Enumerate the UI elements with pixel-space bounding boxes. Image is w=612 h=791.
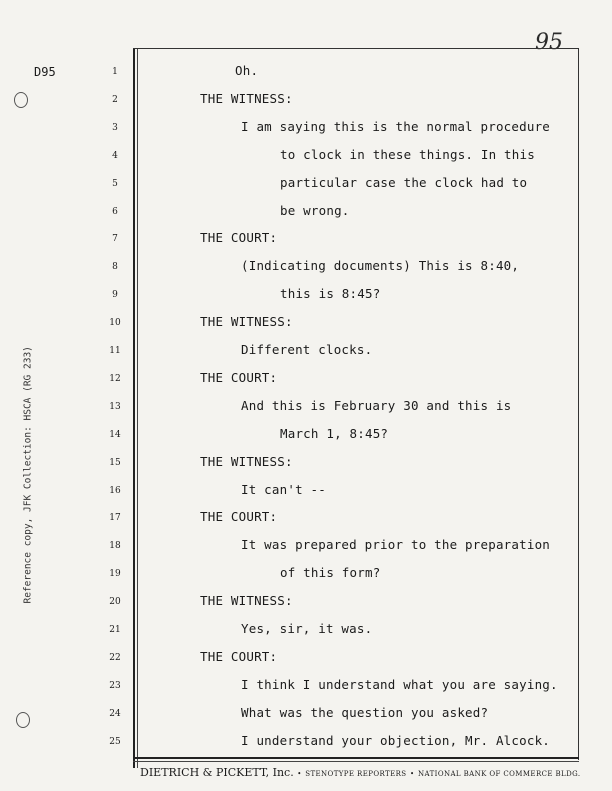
footer-service: STENOTYPE REPORTERS bbox=[305, 770, 407, 778]
line-number: 16 bbox=[109, 485, 121, 496]
frame-bottom-border bbox=[133, 757, 579, 759]
line-text: I understand your objection, Mr. Alcock. bbox=[241, 732, 551, 748]
line-text: March 1, 8:45? bbox=[280, 425, 389, 441]
line-number: 17 bbox=[109, 513, 121, 524]
line-number: 12 bbox=[109, 373, 121, 384]
line-number: 24 bbox=[109, 708, 121, 719]
line-number: 19 bbox=[109, 569, 121, 580]
line-text: to clock in these things. In this bbox=[280, 146, 535, 162]
transcript-line bbox=[0, 398, 612, 418]
transcript-line bbox=[0, 593, 612, 613]
line-text: THE COURT: bbox=[200, 369, 278, 385]
transcript-line bbox=[0, 203, 612, 223]
transcript-line bbox=[0, 537, 612, 557]
frame-bottom-border-inner bbox=[133, 761, 579, 762]
transcript-line bbox=[0, 649, 612, 669]
line-number: 7 bbox=[112, 234, 118, 245]
footer-company: DIETRICH & PICKETT, Inc. bbox=[140, 766, 294, 779]
line-number: 20 bbox=[109, 597, 121, 608]
line-number: 1 bbox=[112, 67, 118, 77]
footer-address: NATIONAL BANK OF COMMERCE BLDG. bbox=[417, 770, 581, 778]
footer-bullet-1: • bbox=[297, 770, 302, 778]
line-text: THE COURT: bbox=[200, 648, 278, 664]
frame-top-border bbox=[133, 48, 579, 49]
line-number: 14 bbox=[109, 429, 121, 440]
transcript-line bbox=[0, 258, 612, 278]
line-text: It can't -- bbox=[241, 481, 326, 497]
transcript-line bbox=[0, 342, 612, 362]
line-text: And this is February 30 and this is bbox=[241, 397, 512, 413]
transcript-line bbox=[0, 565, 612, 585]
line-text: Different clocks. bbox=[241, 342, 373, 357]
transcript-line bbox=[0, 286, 612, 306]
transcript-line bbox=[0, 509, 612, 529]
line-text: Yes, sir, it was. bbox=[241, 621, 373, 636]
line-number: 13 bbox=[109, 401, 121, 412]
line-number: 9 bbox=[112, 290, 118, 301]
line-number: 22 bbox=[109, 652, 121, 663]
transcript-line bbox=[0, 677, 612, 697]
line-text: be wrong. bbox=[280, 202, 350, 218]
line-number: 5 bbox=[112, 178, 118, 189]
line-text: THE WITNESS: bbox=[200, 90, 293, 106]
line-number: 11 bbox=[109, 346, 121, 356]
line-number: 2 bbox=[112, 94, 118, 105]
line-text: this is 8:45? bbox=[280, 286, 381, 302]
line-number: 6 bbox=[112, 206, 118, 217]
line-text: Oh. bbox=[235, 63, 259, 78]
transcript-line bbox=[0, 370, 612, 390]
line-text: I think I understand what you are saying. bbox=[241, 676, 558, 692]
page-code: D95 bbox=[34, 65, 56, 79]
line-number: 4 bbox=[112, 150, 118, 161]
line-number: 21 bbox=[109, 625, 121, 635]
transcript-line bbox=[0, 63, 612, 83]
line-number: 10 bbox=[109, 318, 121, 329]
line-number: 23 bbox=[109, 680, 121, 691]
transcript-line bbox=[0, 314, 612, 334]
line-text: THE WITNESS: bbox=[200, 453, 293, 469]
transcript-line bbox=[0, 147, 612, 167]
line-text: of this form? bbox=[280, 565, 381, 581]
transcript-line bbox=[0, 733, 612, 753]
line-number: 25 bbox=[109, 736, 121, 747]
line-number: 15 bbox=[109, 457, 121, 468]
reporter-footer bbox=[140, 766, 580, 779]
transcript-line bbox=[0, 705, 612, 725]
transcript-line bbox=[0, 91, 612, 111]
transcript-line bbox=[0, 119, 612, 139]
line-number: 18 bbox=[109, 541, 121, 552]
transcript-line bbox=[0, 454, 612, 474]
line-text: THE WITNESS: bbox=[200, 593, 293, 609]
transcript-line bbox=[0, 175, 612, 195]
line-text: (Indicating documents) This is 8:40, bbox=[241, 258, 520, 274]
line-text: THE COURT: bbox=[200, 230, 278, 246]
line-text: It was prepared prior to the preparation bbox=[241, 537, 551, 553]
handwritten-page-number: 95 bbox=[535, 30, 563, 55]
transcript-line bbox=[0, 426, 612, 446]
line-text: What was the question you asked? bbox=[241, 704, 489, 720]
side-reference-note: Reference copy, JFK Collection: HSCA (RG 233) bbox=[22, 346, 34, 604]
line-text: THE WITNESS: bbox=[200, 314, 293, 330]
line-number: 3 bbox=[112, 122, 118, 133]
transcript-line bbox=[0, 482, 612, 502]
line-text: THE COURT: bbox=[200, 509, 278, 525]
line-text: I am saying this is the normal procedure bbox=[241, 118, 551, 134]
line-number: 8 bbox=[112, 262, 118, 273]
line-text: particular case the clock had to bbox=[280, 174, 528, 190]
transcript-line bbox=[0, 230, 612, 250]
transcript-line bbox=[0, 621, 612, 641]
footer-bullet-2: • bbox=[409, 770, 415, 778]
